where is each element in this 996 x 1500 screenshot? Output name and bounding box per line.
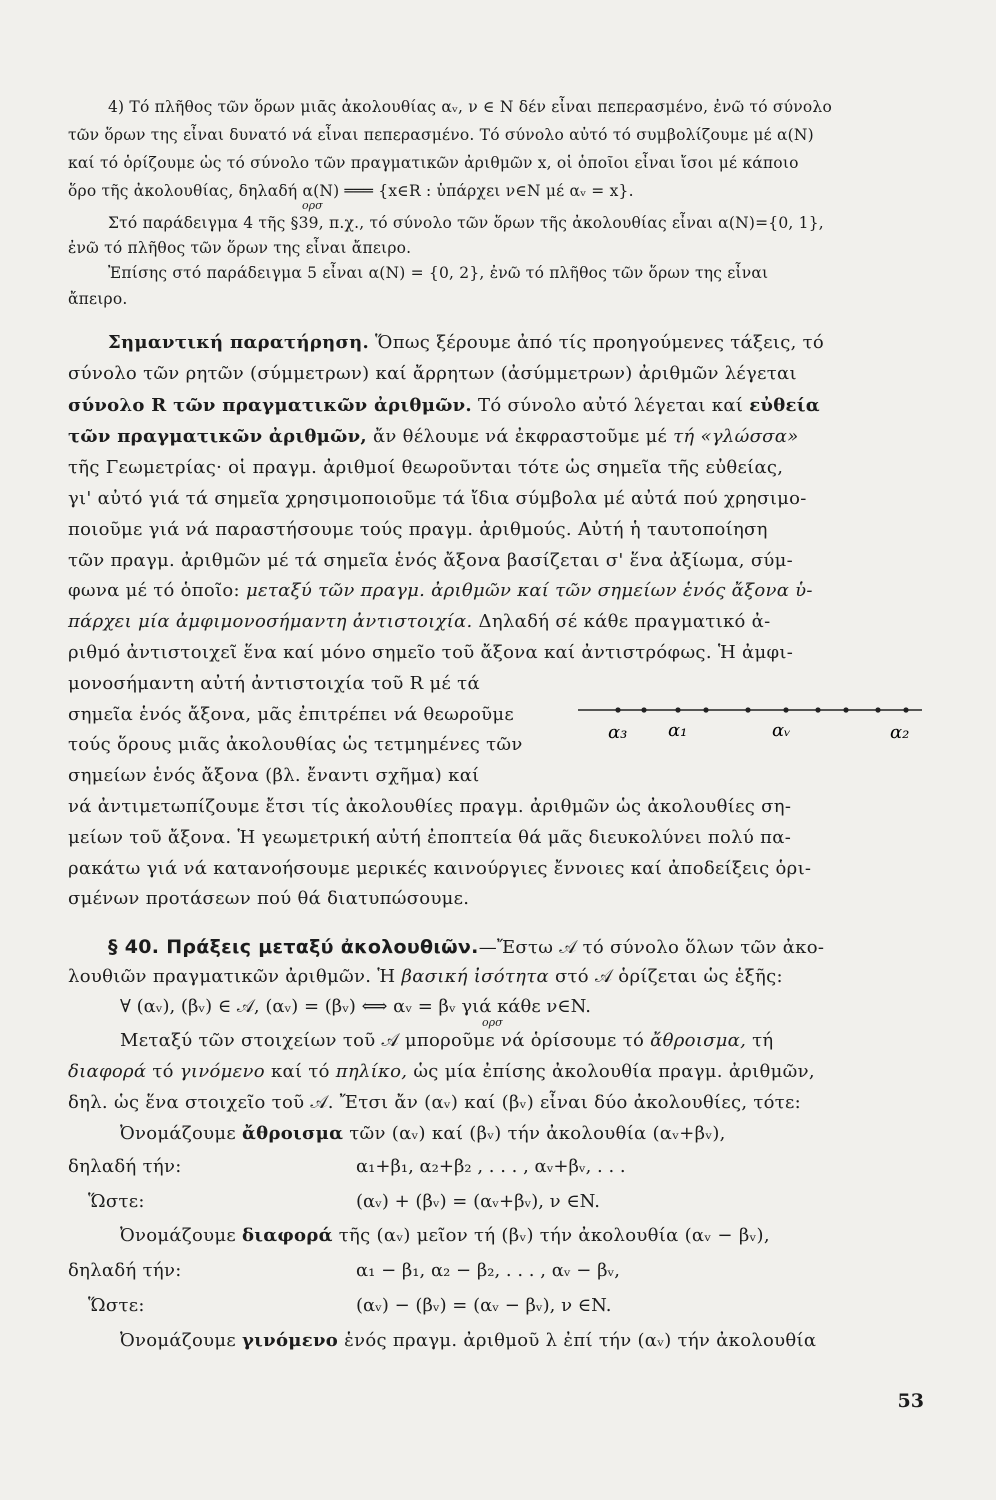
section-40-title: § 40. Πράξεις μεταξύ ἀκολουθιῶν.: [108, 936, 479, 958]
sum-formula: (αᵥ) + (βᵥ) = (αᵥ+βᵥ), ν ∈N.: [356, 1191, 600, 1212]
axis-label: α₂: [890, 722, 910, 743]
remark-line: τούς ὅρους μιᾶς ἀκολουθίας ὡς τετμημένες τῶν: [68, 734, 523, 755]
axis-point: [843, 707, 848, 712]
axis-label: αᵥ: [772, 720, 791, 741]
difference-formula: (αᵥ) − (βᵥ) = (αᵥ − βᵥ), ν ∈N.: [356, 1295, 612, 1316]
remark-line: [68, 426, 799, 447]
term-sum-bold: ἄθροισμα: [241, 1123, 344, 1144]
section-line: [120, 1225, 770, 1246]
section-text: λουθιῶν πραγματικῶν ἀριθμῶν. Ἡ: [68, 966, 402, 987]
axis-point: [745, 707, 750, 712]
sum-sequence: α₁+β₁, α₂+β₂ , . . . , αᵥ+βᵥ, . . .: [356, 1156, 626, 1177]
term-line: εὐθεία: [749, 395, 820, 416]
page-number: 53: [897, 1390, 924, 1412]
equality-definition: ∀ (αᵥ), (βᵥ) ∈ 𝒜, (αᵥ) = (βᵥ) ⟺ αᵥ = βᵥ γιά κάθε ν∈N.: [120, 996, 591, 1017]
section-text: τῆς (αᵥ) μεῖον τή (βᵥ) τήν ἀκολουθία (αᵥ − βᵥ),: [332, 1225, 770, 1246]
section-text: τό: [146, 1061, 180, 1082]
section-line: [68, 1061, 815, 1082]
axis-point: [783, 707, 788, 712]
remark-line: τῶν πραγμ. ἀριθμῶν μέ τά σημεῖα ἑνός ἄξονα βασίζεται σ' ἕνα ἀξίωμα, σύμ-: [68, 550, 794, 571]
remark-line: μονοσήμαντη αὐτή ἀντιστοιχία τοῦ R μέ τά: [68, 673, 480, 694]
text-line: ἄπειρο.: [68, 290, 128, 308]
remark-line: σμένων προτάσεων πού θά διατυπώσουμε.: [68, 888, 470, 909]
section-text: Ὀνομάζουμε: [120, 1330, 242, 1351]
remark-line: γι' αὐτό γιά τά σημεῖα χρησιμοποιοῦμε τά ἴδια σύμβολα μέ αὐτά πού χρησιμο-: [68, 488, 807, 509]
section-text: ἑνός πραγμ. ἀριθμοῦ λ ἐπί τήν (αᵥ) τήν ἀκολουθία: [338, 1330, 817, 1351]
text-line: ἐνῶ τό πλῆθος τῶν ὅρων της εἶναι ἄπειρο.: [68, 239, 412, 257]
section-line: [120, 1330, 816, 1351]
section-text: Ὀνομάζουμε: [120, 1225, 242, 1246]
remark-text: Τό σύνολο αὐτό λέγεται καί: [472, 395, 750, 416]
axis-point: [875, 707, 880, 712]
remark-line: νά ἀντιμετωπίζουμε ἔτσι τίς ἀκολουθίες πραγμ. ἀριθμῶν ὡς ἀκολουθίες ση-: [68, 796, 792, 817]
term-basic-equality: βασική ἰσότητα: [401, 966, 549, 987]
remark-heading: Σημαντική παρατήρηση.: [108, 332, 370, 353]
term-sum: ἄθροισμα,: [650, 1030, 747, 1051]
remark-line: τῆς Γεωμετρίας· οἱ πραγμ. ἀριθμοί θεωροῦνται τότε ὡς σημεῖα τῆς εὐθείας,: [68, 457, 784, 478]
remark-line: [68, 611, 771, 632]
text-line: ὅρο τῆς ἀκολουθίας, δηλαδή α(N) ═══ {x∈R : ὑπάρχει ν∈N μέ αᵥ = x}.: [68, 182, 634, 200]
axis-label: α₁: [668, 720, 688, 741]
section-text: καί τό: [264, 1061, 336, 1082]
section-line: [68, 966, 783, 987]
term-quotient: πηλίκο,: [335, 1061, 408, 1082]
section-line: Ὥστε:: [88, 1191, 145, 1212]
text-line: τῶν ὅρων της εἶναι δυνατό νά εἶναι πεπερασμένο. Τό σύνολο αὐτό τό συμβολίζουμε μέ α(N): [68, 126, 814, 144]
axis-point: [615, 707, 620, 712]
section-text: στό 𝒜 ὁρίζεται ὡς ἑξῆς:: [548, 966, 783, 987]
axis-label: α₃: [608, 722, 628, 743]
section-heading-line: [108, 936, 824, 958]
remark-line: σημείων ἑνός ἄξονα (βλ. ἔναντι σχῆμα) καί: [68, 765, 480, 786]
difference-sequence: α₁ − β₁, α₂ − β₂, . . . , αᵥ − βᵥ,: [356, 1260, 620, 1281]
section-text: τή: [746, 1030, 774, 1051]
text-line: Στό παράδειγμα 4 τῆς §39, π.χ., τό σύνολο τῶν ὅρων τῆς ἀκολουθίας εἶναι α(N)={0, 1},: [108, 214, 824, 232]
remark-text: Ὅπως ξέρουμε ἀπό τίς προηγούμενες τάξεις, τό: [369, 332, 825, 353]
remark-text: φωνα μέ τό ὁποῖο:: [68, 580, 246, 601]
remark-line: ρακάτω γιά νά κατανοήσουμε μερικές καινούργιες ἔννοιες καί ἀποδείξεις ὁρι-: [68, 858, 812, 879]
axis-point: [675, 707, 680, 712]
section-text: ὡς μία ἐπίσης ἀκολουθία πραγμ. ἀριθμῶν,: [407, 1061, 815, 1082]
section-line: δηλ. ὡς ἕνα στοιχεῖο τοῦ 𝒜. Ἔτσι ἄν (αᵥ) καί (βᵥ) εἶναι δύο ἀκολουθίες, τότε:: [68, 1092, 802, 1113]
term-difference: διαφορά: [68, 1061, 147, 1082]
remark-text: Δηλαδή σέ κάθε πραγματικό ἀ-: [472, 611, 771, 632]
section-text: —Ἔστω 𝒜 τό σύνολο ὅλων τῶν ἀκο-: [478, 937, 825, 958]
section-line: [120, 1123, 726, 1144]
remark-line: [68, 395, 820, 416]
axis-point: [703, 707, 708, 712]
remark-line: μείων τοῦ ἄξονα. Ἡ γεωμετρική αὐτή ἐποπτεία θά μᾶς διευκολύνει πολύ πα-: [68, 827, 792, 848]
term-product-bold: γινόμενο: [241, 1330, 339, 1351]
axis-point: [903, 707, 908, 712]
remark-line: ποιοῦμε γιά νά παραστήσουμε τούς πραγμ. ἀριθμούς. Αὐτή ἡ ταυτοποίηση: [68, 519, 768, 540]
remark-italic: τή «γλώσσα»: [673, 426, 799, 447]
section-line: δηλαδή τήν:: [68, 1260, 182, 1281]
text-line: 4) Τό πλῆθος τῶν ὅρων μιᾶς ἀκολουθίας αᵥ, ν ∈ N δέν εἶναι πεπερασμένο, ἐνῶ τό σύνολο: [108, 98, 832, 116]
text-line: Ἐπίσης στό παράδειγμα 5 εἶναι α(N) = {0, 2}, ἐνῶ τό πλῆθος τῶν ὅρων της εἶναι: [108, 264, 769, 282]
axis-point: [815, 707, 820, 712]
remark-line: σημεῖα ἑνός ἄξονα, μᾶς ἐπιτρέπει νά θεωροῦμε: [68, 704, 514, 725]
number-axis-figure: [578, 696, 922, 752]
section-line: δηλαδή τήν:: [68, 1156, 182, 1177]
term-difference-bold: διαφορά: [241, 1225, 333, 1246]
section-line: [120, 1030, 774, 1051]
axis-point: [641, 707, 646, 712]
remark-line: ριθμό ἀντιστοιχεῖ ἕνα καί μόνο σημεῖο τοῦ ἄξονα καί ἀντιστρόφως. Ἡ ἀμφι-: [68, 642, 794, 663]
axiom-text: μεταξύ τῶν πραγμ. ἀριθμῶν καί τῶν σημείων ἑνός ἄξονα ὑ-: [245, 580, 813, 601]
term-real-numbers: σύνολο R τῶν πραγματικῶν ἀριθμῶν.: [68, 395, 473, 416]
remark-line: [108, 332, 824, 353]
definition-subscript: ορσ: [482, 1016, 503, 1029]
section-text: τῶν (αᵥ) καί (βᵥ) τήν ἀκολουθία (αᵥ+βᵥ),: [343, 1123, 726, 1144]
section-text: Ὀνομάζουμε: [120, 1123, 242, 1144]
term-real-line: τῶν πραγματικῶν ἀριθμῶν,: [68, 426, 367, 447]
section-line: Ὥστε:: [88, 1295, 145, 1316]
section-text: Μεταξύ τῶν στοιχείων τοῦ 𝒜 μποροῦμε νά ὁρίσουμε τό: [120, 1030, 651, 1051]
remark-text: ἄν θέλουμε νά ἐκφραστοῦμε μέ: [366, 426, 674, 447]
axiom-text: πάρχει μία ἀμφιμονοσήμαντη ἀντιστοιχία.: [68, 611, 473, 632]
definition-subscript: ορσ: [302, 199, 323, 212]
term-product: γινόμενο: [179, 1061, 265, 1082]
remark-line: σύνολο τῶν ρητῶν (σύμμετρων) καί ἄρρητων (ἀσύμμετρων) ἀριθμῶν λέγεται: [68, 363, 797, 384]
text-line: καί τό ὁρίζουμε ὡς τό σύνολο τῶν πραγματικῶν ἀριθμῶν x, οἱ ὁποῖοι εἶναι ἴσοι μέ κάποιο: [68, 154, 799, 172]
remark-line: [68, 580, 813, 601]
